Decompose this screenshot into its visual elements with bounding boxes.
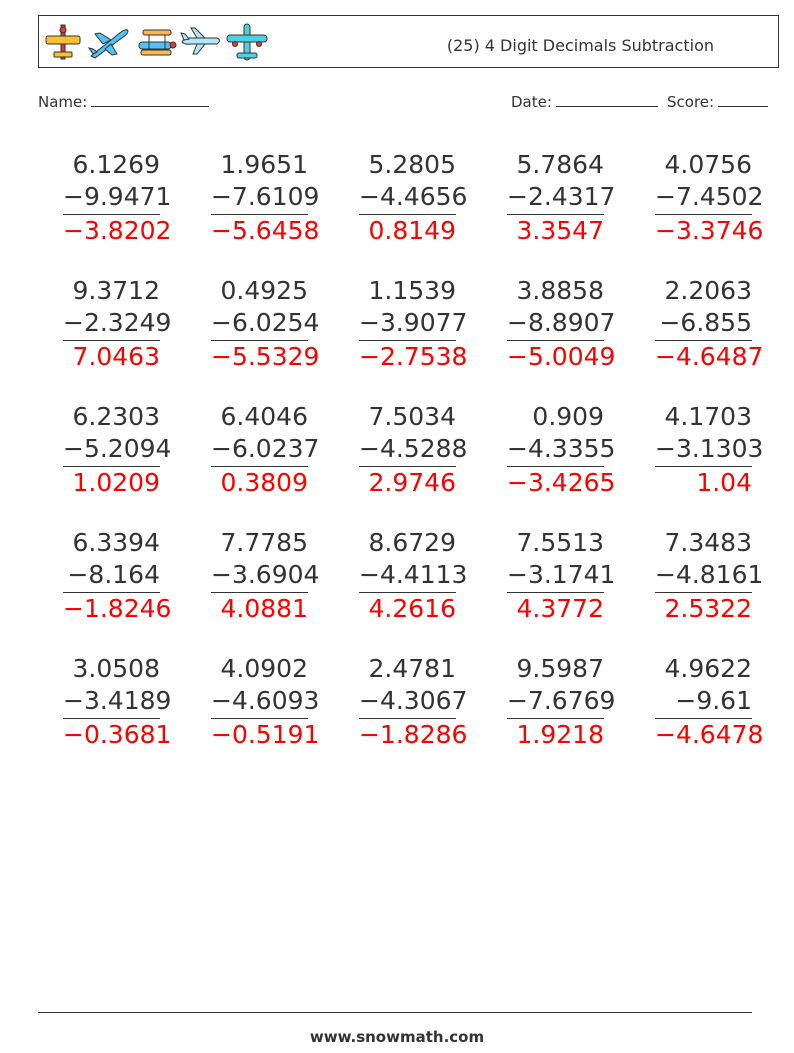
subtrahend: −4.3355 [507, 433, 604, 467]
problem [211, 653, 320, 751]
problem [359, 401, 468, 499]
answer: −1.8286 [359, 720, 468, 749]
problem [507, 401, 616, 499]
problem [211, 149, 320, 247]
problem [655, 401, 764, 499]
subtrahend: −7.6769 [507, 685, 604, 719]
answer: −4.6478 [655, 720, 764, 749]
subtrahend: −4.4656 [359, 181, 456, 215]
problem [507, 527, 616, 625]
minuend: 3.0508 [72, 654, 160, 683]
minuend: 6.3394 [72, 528, 160, 557]
date-label: Date: [511, 93, 552, 111]
problem [211, 527, 320, 625]
subtrahend: −3.4189 [63, 685, 160, 719]
minuend: 1.9651 [220, 150, 308, 179]
minuend: 7.3483 [664, 528, 752, 557]
minuend: 6.1269 [72, 150, 160, 179]
minuend: 1.1539 [368, 276, 456, 305]
subtrahend: −4.8161 [655, 559, 752, 593]
footer-site: www.snowmath.com [309, 1028, 485, 1046]
minuend: 4.9622 [664, 654, 752, 683]
problem [507, 275, 616, 373]
answer: −2.7538 [359, 342, 468, 371]
subtrahend: −6.0254 [211, 307, 308, 341]
subtrahend: −3.6904 [211, 559, 308, 593]
problem [359, 527, 468, 625]
minuend: 9.3712 [72, 276, 160, 305]
answer: −4.6487 [655, 342, 764, 371]
subtrahend: −4.4113 [359, 559, 456, 593]
subtrahend: −2.4317 [507, 181, 604, 215]
problem [63, 275, 172, 373]
subtrahend: −3.1303 [655, 433, 752, 467]
subtrahend: −9.9471 [63, 181, 160, 215]
minuend: 0.909 [532, 402, 604, 431]
answer: −1.8246 [63, 594, 172, 623]
subtrahend: −4.5288 [359, 433, 456, 467]
problem [655, 149, 764, 247]
answer: −3.8202 [63, 216, 172, 245]
problem [655, 653, 764, 751]
minuend: 3.8858 [516, 276, 604, 305]
answer: −0.3681 [63, 720, 172, 749]
score-label: Score: [667, 93, 715, 111]
problem [63, 401, 172, 499]
answer: 4.0881 [220, 594, 308, 623]
problem [63, 653, 172, 751]
name-label: Name: [38, 93, 88, 111]
minuend: 4.1703 [664, 402, 752, 431]
problem [359, 275, 468, 373]
answer: −5.6458 [211, 216, 320, 245]
problem [655, 275, 764, 373]
answer: −3.3746 [655, 216, 764, 245]
subtrahend: −9.61 [655, 685, 752, 719]
problem [211, 275, 320, 373]
problem [359, 149, 468, 247]
subtrahend: −6.0237 [211, 433, 308, 467]
answer: −5.5329 [211, 342, 320, 371]
worksheet-title: (25) 4 Digit Decimals Subtraction [446, 36, 714, 55]
minuend: 5.7864 [516, 150, 604, 179]
minuend: 9.5987 [516, 654, 604, 683]
subtrahend: −4.3067 [359, 685, 456, 719]
problem [211, 401, 320, 499]
subtrahend: −2.3249 [63, 307, 160, 341]
minuend: 4.0756 [664, 150, 752, 179]
answer: −3.4265 [507, 468, 616, 497]
minuend: 2.4781 [368, 654, 456, 683]
problem [63, 149, 172, 247]
answer: 1.0209 [72, 468, 160, 497]
answer: 2.9746 [368, 468, 456, 497]
minuend: 0.4925 [220, 276, 308, 305]
subtrahend: −8.164 [63, 559, 160, 593]
answer: 4.2616 [368, 594, 456, 623]
answer: 4.3772 [516, 594, 604, 623]
subtrahend: −4.6093 [211, 685, 308, 719]
minuend: 6.4046 [220, 402, 308, 431]
answer: 3.3547 [516, 216, 604, 245]
answer: 1.04 [696, 468, 752, 497]
subtrahend: −8.8907 [507, 307, 604, 341]
answer: 0.8149 [368, 216, 456, 245]
subtrahend: −3.1741 [507, 559, 604, 593]
problem [507, 653, 616, 751]
answer: 1.9218 [516, 720, 604, 749]
minuend: 2.2063 [664, 276, 752, 305]
subtrahend: −6.855 [655, 307, 752, 341]
answer: −0.5191 [211, 720, 320, 749]
subtrahend: −7.6109 [211, 181, 308, 215]
answer: 0.3809 [220, 468, 308, 497]
subtrahend: −7.4502 [655, 181, 752, 215]
minuend: 7.5034 [368, 402, 456, 431]
answer: −5.0049 [507, 342, 616, 371]
minuend: 4.0902 [220, 654, 308, 683]
minuend: 7.7785 [220, 528, 308, 557]
subtrahend: −5.2094 [63, 433, 160, 467]
subtrahend: −3.9077 [359, 307, 456, 341]
problem [359, 653, 468, 751]
problem [63, 527, 172, 625]
answer: 7.0463 [72, 342, 160, 371]
problem [655, 527, 764, 625]
footer-divider [38, 1012, 752, 1013]
minuend: 7.5513 [516, 528, 604, 557]
minuend: 8.6729 [368, 528, 456, 557]
minuend: 6.2303 [72, 402, 160, 431]
minuend: 5.2805 [368, 150, 456, 179]
problem [507, 149, 616, 247]
answer: 2.5322 [664, 594, 752, 623]
